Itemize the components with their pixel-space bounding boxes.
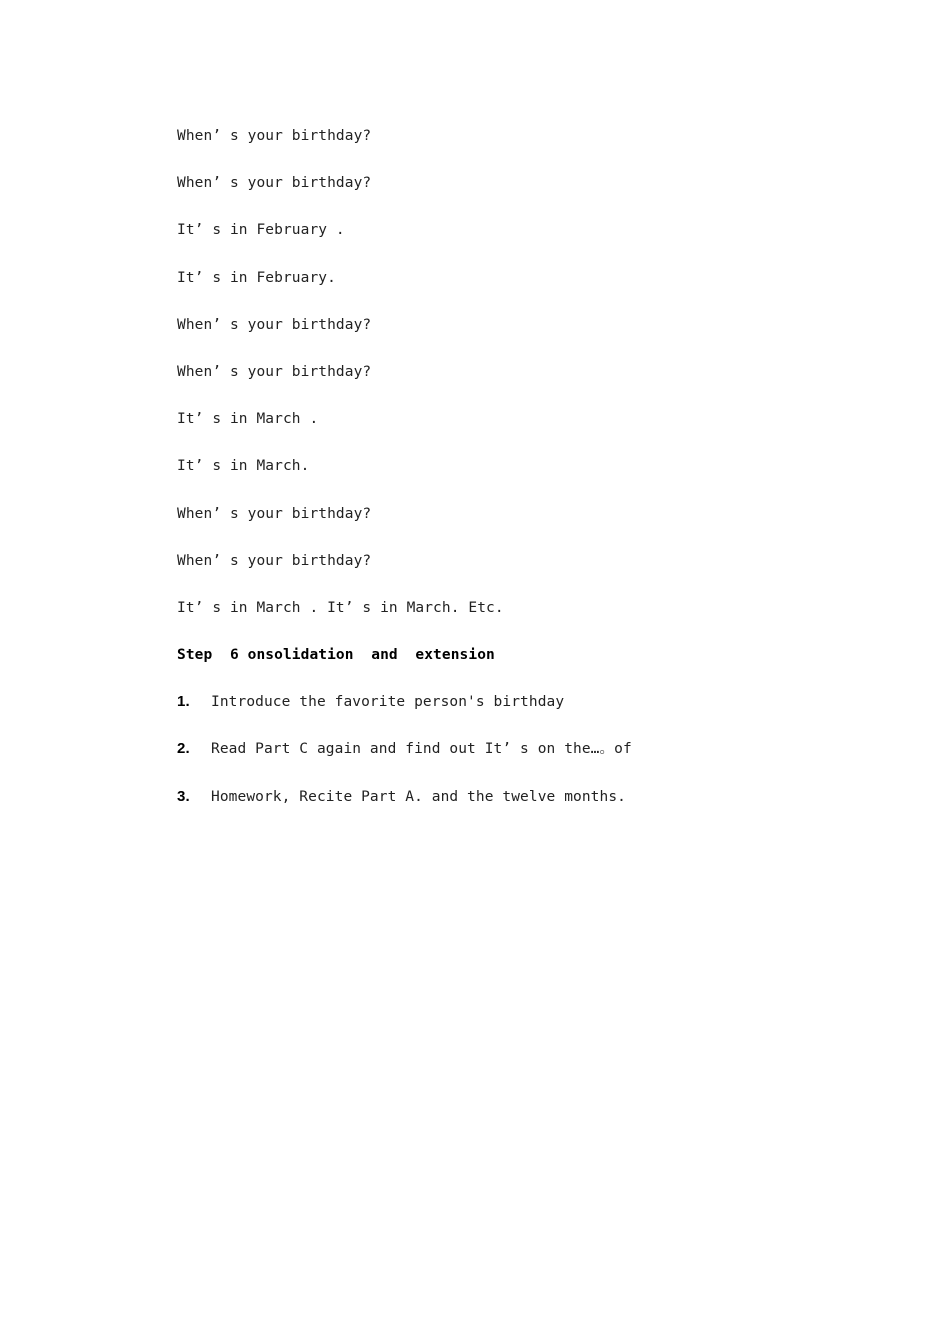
list-item-text: Homework, Recite Part A. and the twelve months. [211, 788, 626, 805]
chant-line: It’ s in March . It’ s in March. Etc. [177, 599, 504, 616]
list-item-number: 1. [177, 693, 190, 711]
chant-line: It’ s in February. [177, 269, 336, 286]
list-item [177, 691, 877, 738]
list-item [177, 738, 877, 785]
chant-line: It’ s in February . [177, 222, 345, 239]
list-item-text: Read Part C again and find out It’ s on the…。of [211, 741, 632, 758]
chant-line: When’ s your birthday? [177, 175, 372, 192]
list-item-text: Introduce the favorite person's birthday [211, 694, 565, 711]
chant-line: When’ s your birthday? [177, 316, 372, 333]
step-heading: Step 6 onsolidation and extension [177, 647, 495, 664]
chant-line: When’ s your birthday? [177, 505, 372, 522]
chant-line: When’ s your birthday? [177, 363, 372, 380]
list-item-number: 2. [177, 740, 190, 758]
chant-line: When’ s your birthday? [177, 128, 372, 144]
chant-line: It’ s in March . [177, 411, 319, 428]
document-body [177, 125, 877, 833]
list-item [177, 786, 877, 833]
chant-line: It’ s in March. [177, 458, 310, 475]
list-item-number: 3. [177, 787, 190, 805]
chant-line: When’ s your birthday? [177, 552, 372, 569]
